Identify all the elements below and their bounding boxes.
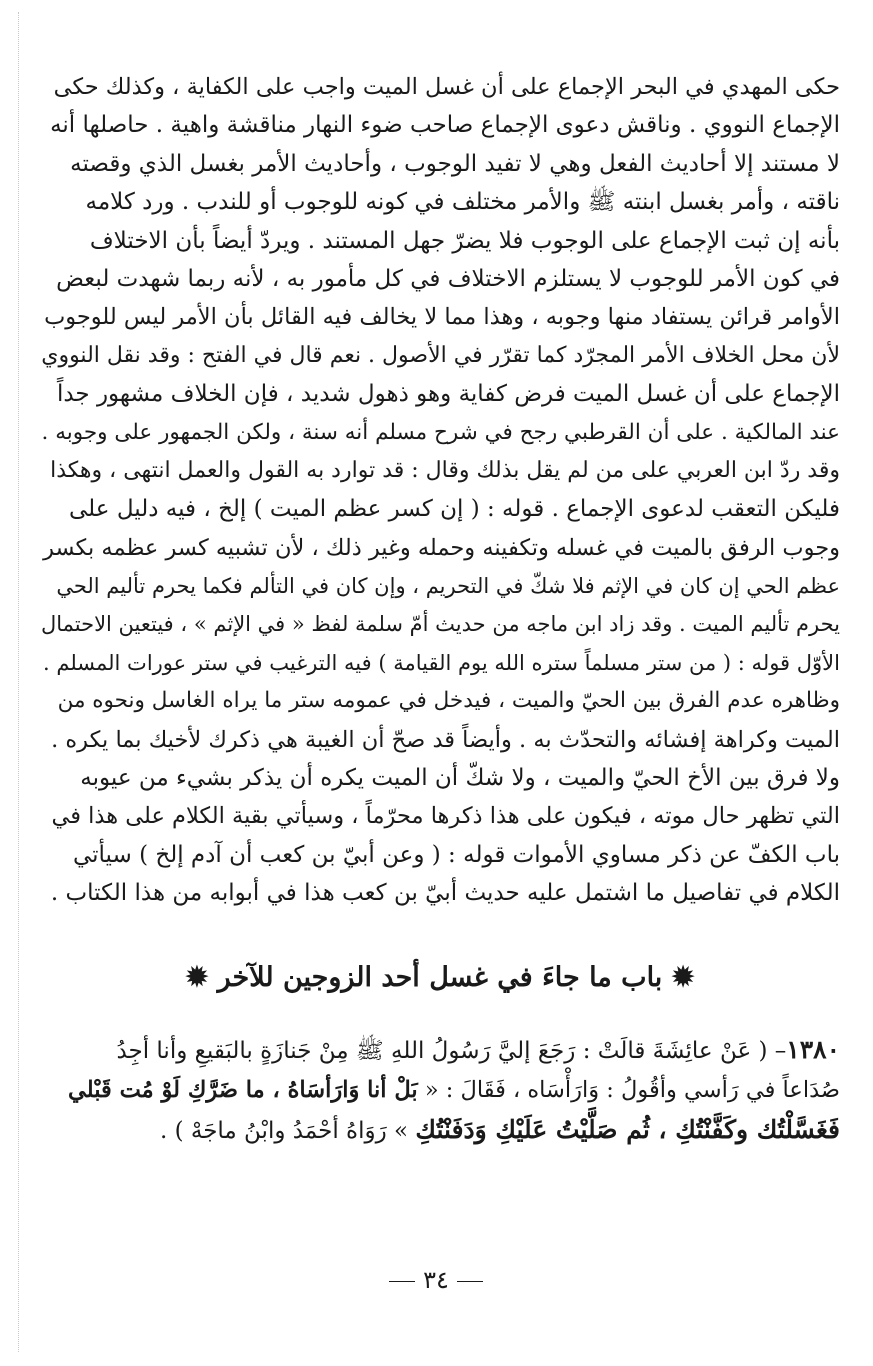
text-line: وجوب الرفق بالميت في غسله وتكفينه وحمله وغير ذلك ، لأن تشبيه كسر عظمه بكسر [43, 534, 840, 561]
text-line: فليكن التعقب لدعوى الإجماع . قوله : ( إن كسر عظم الميت ) إلخ ، فيه دليل على [69, 496, 840, 523]
text-line: لأن محل الخلاف الأمر المجرّد كما تقرّر في الأصول . نعم قال في الفتح : وقد نقل النووي [41, 342, 840, 368]
text-line: عظم الحي إن كان في الإثم فلا شكّ في التحريم ، وإن كان في التألم فكما يحرم تأليم الحي [56, 574, 840, 599]
text-line: الكلام في تفاصيل ما اشتمل عليه حديث أبيّ بن كعب هذا في أبوابه من هذا الكتاب . [50, 880, 840, 907]
text-line: الأوامر قرائن يستفاد منها وجوبه ، وهذا مما لا يخالف فيه القائل بأن الأمر ليس للوجوب [44, 304, 840, 331]
text-line: الإجماع النووي . وناقش دعوى الإجماع صاحب ضوء النهار مناقشة واهية . حاصلها أنه [50, 112, 840, 139]
page-number-value: ٣٤ [423, 1266, 449, 1294]
commentary-text [40, 68, 840, 913]
hadith-line [40, 1110, 840, 1150]
text-line: ناقته ، وأمر بغسل ابنته ﷺ والأمر مختلف في كونه للوجوب أو للندب . ورد كلامه [85, 189, 840, 216]
page-edge-rule [18, 12, 19, 1352]
text-line: وظاهره عدم الفرق بين الحيّ والميت ، فيدخل في عمومه ستر ما يراه الغاسل ونحوه من [57, 688, 840, 714]
text-line: الأوّل قوله : ( من ستر مسلماً ستره الله يوم القيامة ) فيه الترغيب في ستر عورات المسلم . [43, 650, 840, 675]
text-line: بأنه إن ثبت الإجماع على الوجوب فلا يضرّ جهل المستند . ويردّ أيضاً بأن الاختلاف [89, 227, 840, 254]
text-line: حكى المهدي في البحر الإجماع على أن غسل الميت واجب على الكفاية ، وكذلك حكى [53, 74, 840, 100]
page-number [336, 1262, 536, 1298]
hadith-text: » رَوَاهُ أحْمَدُ وابْنُ ماجَهْ ) . [159, 1118, 416, 1144]
text-line: الميت وكراهة إفشائه والتحدّث به . وأيضاً قد صحّ أن الغيبة هي ذكرك لأخيك بما يكره . [51, 726, 840, 753]
hadith-line [40, 1030, 840, 1070]
ornament-icon: ✹ [671, 962, 695, 993]
text-line: الإجماع على أن غسل الميت فرض كفاية وهو ذهول شديد ، فإن الخلاف مشهور جداً [56, 381, 840, 408]
hadith-line [40, 1070, 840, 1110]
hadith-quote: بَلْ أنا وَارَأسَاهُ ، ما ضَرَّكِ لَوْ مُت قَبْلي [68, 1077, 418, 1103]
text-line: يحرم تأليم الميت . وقد زاد ابن ماجه من حديث أمّ سلمة لفظ « في الإثم » ، فيتعين الاحتمال [40, 612, 840, 637]
page-number-dash [389, 1281, 415, 1282]
hadith-text: صُدَاعاً في رَأسي وأقُولُ : وَارَأْسَاه ، فَقَالَ : « [417, 1077, 840, 1103]
chapter-heading [40, 958, 840, 998]
text-line: في كون الأمر للوجوب لا يستلزم الاختلاف في كل مأمور به ، لأنه ربما شهدت لبعض [56, 265, 840, 292]
text-line: عند المالكية . على أن القرطبي رجح في شرح مسلم أنه سنة ، ولكن الجمهور على وجوبه . [41, 419, 840, 445]
text-line: ولا فرق بين الأخ الحيّ والميت ، ولا شكّ أن الميت يكره أن يذكر بشيء من عيوبه [80, 765, 840, 792]
chapter-title: باب ما جاءَ في غسل أحد الزوجين للآخر [217, 962, 663, 993]
hadith-quote: فَغَسَّلْتُك وكَفَّنْتُكِ ، ثُم صَلَّيْتُ عَلَيْكِ وَدَفَنْتُكِ [415, 1115, 840, 1144]
hadith-text: – ( عَنْ عائِشَةَ قالَتْ : رَجَعَ إليَّ رَسُولُ اللهِ ﷺ مِنْ جَنازَةٍ بالبَقيعِ وأنا أجِدُ [116, 1038, 787, 1064]
text-line: لا مستند إلا أحاديث الفعل وهي لا تفيد الوجوب ، وأحاديث الأمر بغسل الذي وقصته [70, 150, 840, 177]
text-line: باب الكفّ عن ذكر مساوي الأموات قوله : ( وعن أبيّ بن كعب أن آدم إلخ ) سيأتي [72, 841, 840, 868]
ornament-icon: ✹ [185, 962, 209, 993]
hadith-number: ١٣٨٠ [786, 1035, 840, 1064]
hadith-block [40, 1030, 840, 1150]
text-line: التي تظهر حال موته ، فيكون على هذا ذكرها محرّماً ، وسيأتي بقية الكلام على هذا في [51, 803, 840, 830]
page-number-dash [457, 1281, 483, 1282]
text-line: وقد ردّ ابن العربي على من لم يقل بذلك وقال : قد توارد به القول والعمل انتهى ، وهكذا [50, 457, 840, 483]
